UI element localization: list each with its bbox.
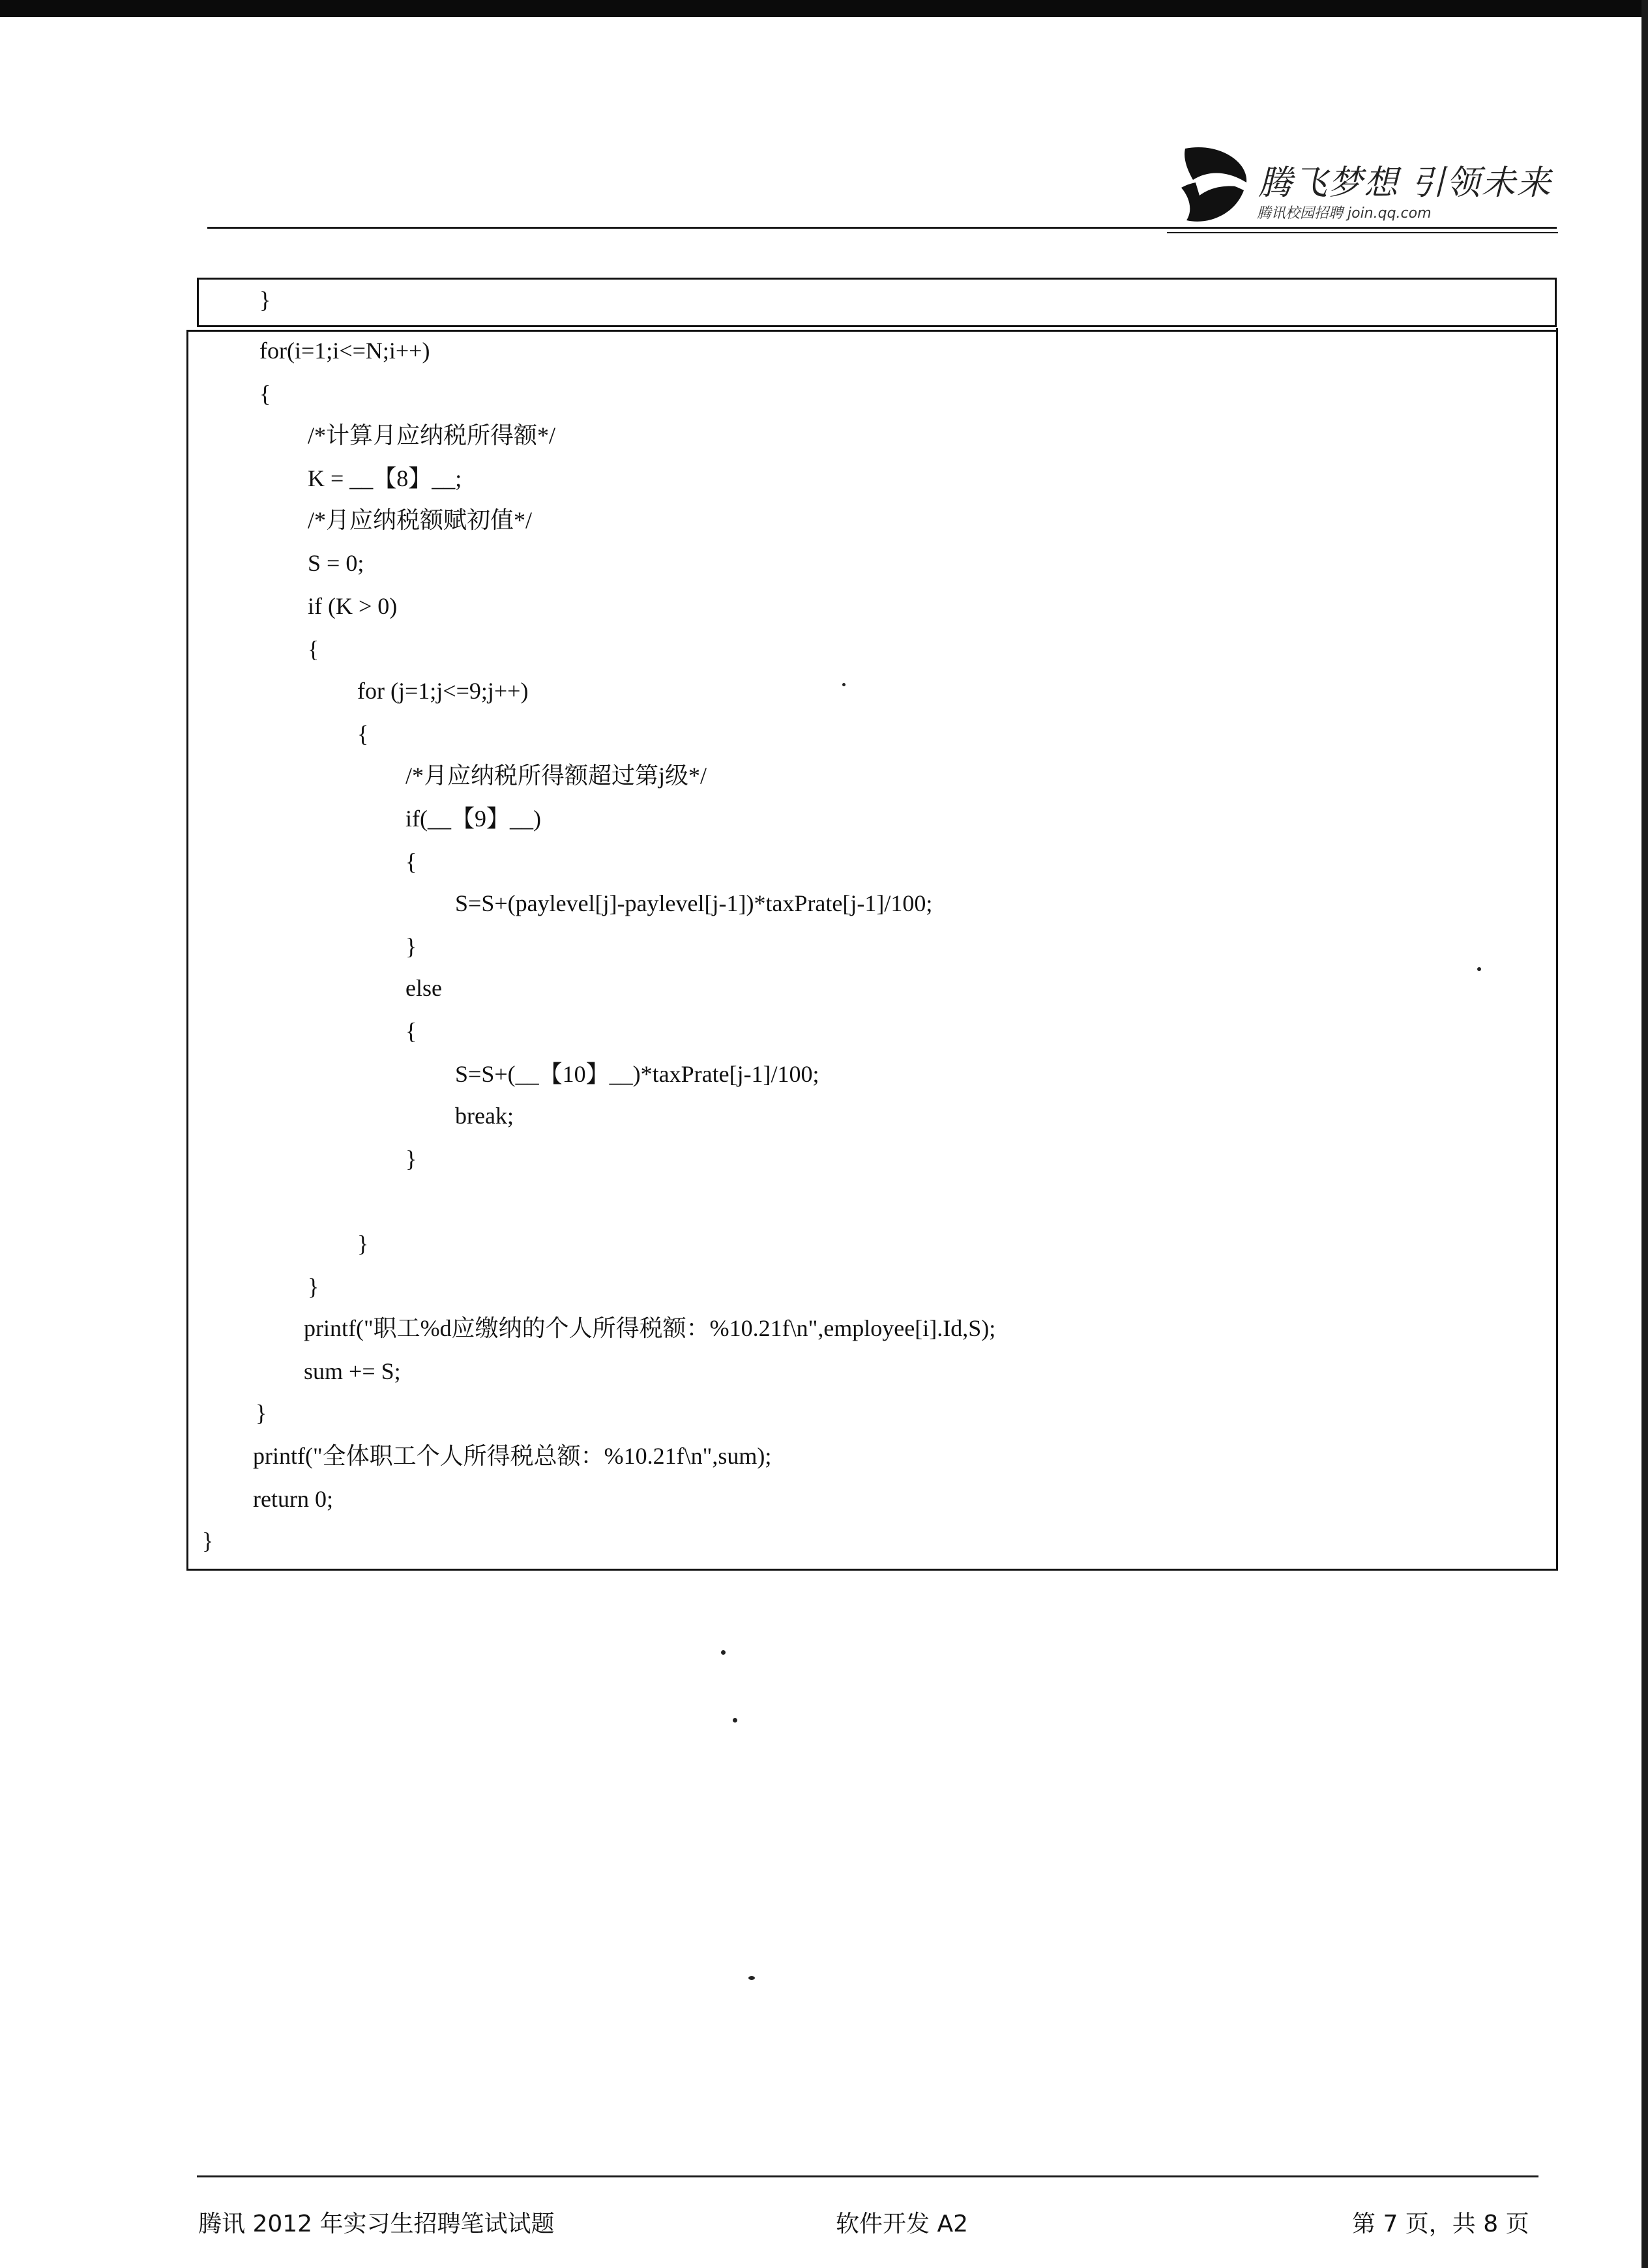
code-blank-8: K = __【8】__; — [308, 465, 462, 491]
code-comment: /*月应纳税额赋初值*/ — [308, 507, 533, 533]
code-line: printf("职工%d应缴纳的个人所得税额：%10.21f\n",employee[i].Id,S); — [304, 1315, 996, 1341]
code-line: if (K > 0) — [308, 593, 398, 619]
code-blank-9: if(__【9】__) — [405, 806, 541, 832]
code-comment: /*月应纳税所得额超过第j级*/ — [405, 763, 707, 789]
code-box-continued — [197, 278, 1557, 327]
code-line: { — [405, 1018, 417, 1044]
scan-speck — [733, 1718, 737, 1723]
code-line: sum += S; — [304, 1358, 401, 1384]
code-line: else — [405, 975, 442, 1001]
code-line: printf("全体职工个人所得税总额：%10.21f\n",sum); — [253, 1443, 772, 1469]
code-line: } — [405, 933, 417, 959]
code-line: return 0; — [253, 1486, 333, 1512]
header-sub-slogan: 腾讯校园招聘 join.qq.com — [1257, 205, 1432, 222]
scan-speck — [1477, 967, 1481, 971]
code-line: } — [405, 1146, 417, 1172]
code-line: break; — [455, 1103, 514, 1129]
header-rule-accent — [1167, 232, 1558, 233]
code-line: { — [308, 636, 319, 662]
header-slogan: 腾飞梦想 引领未来 — [1258, 164, 1552, 203]
code-comment: /*计算月应纳税所得额*/ — [308, 422, 556, 448]
scan-speck — [748, 1976, 755, 1980]
tencent-logo-icon — [1173, 142, 1252, 227]
code-line: } — [357, 1230, 369, 1257]
code-line: { — [405, 849, 417, 875]
code-blank-10: S=S+(__【10】__)*taxPrate[j-1]/100; — [455, 1061, 819, 1087]
code-line: { — [357, 721, 369, 747]
code-line: } — [308, 1273, 319, 1300]
code-line: { — [259, 381, 271, 407]
code-line: for (j=1;j<=9;j++) — [357, 678, 529, 704]
footer-exam-title: 腾讯 2012 年实习生招聘笔试试题 — [198, 2211, 555, 2237]
code-line: S=S+(paylevel[j]-paylevel[j-1])*taxPrate[j-1]/100; — [455, 890, 933, 916]
code-line: } — [259, 287, 271, 313]
scan-border-right — [1641, 0, 1648, 2268]
scan-speck — [721, 1650, 726, 1655]
footer-paper-code: 软件开发 A2 — [836, 2211, 968, 2237]
code-line: } — [256, 1400, 267, 1426]
scan-border-top — [0, 0, 1648, 17]
code-line: S = 0; — [308, 550, 364, 576]
code-line: } — [202, 1528, 214, 1554]
footer-page-info: 第 7 页，共 8 页 — [1352, 2211, 1529, 2237]
footer-rule — [197, 2175, 1538, 2177]
scan-speck — [842, 683, 846, 686]
code-line: for(i=1;i<=N;i++) — [259, 338, 430, 364]
header-rule — [207, 227, 1557, 229]
